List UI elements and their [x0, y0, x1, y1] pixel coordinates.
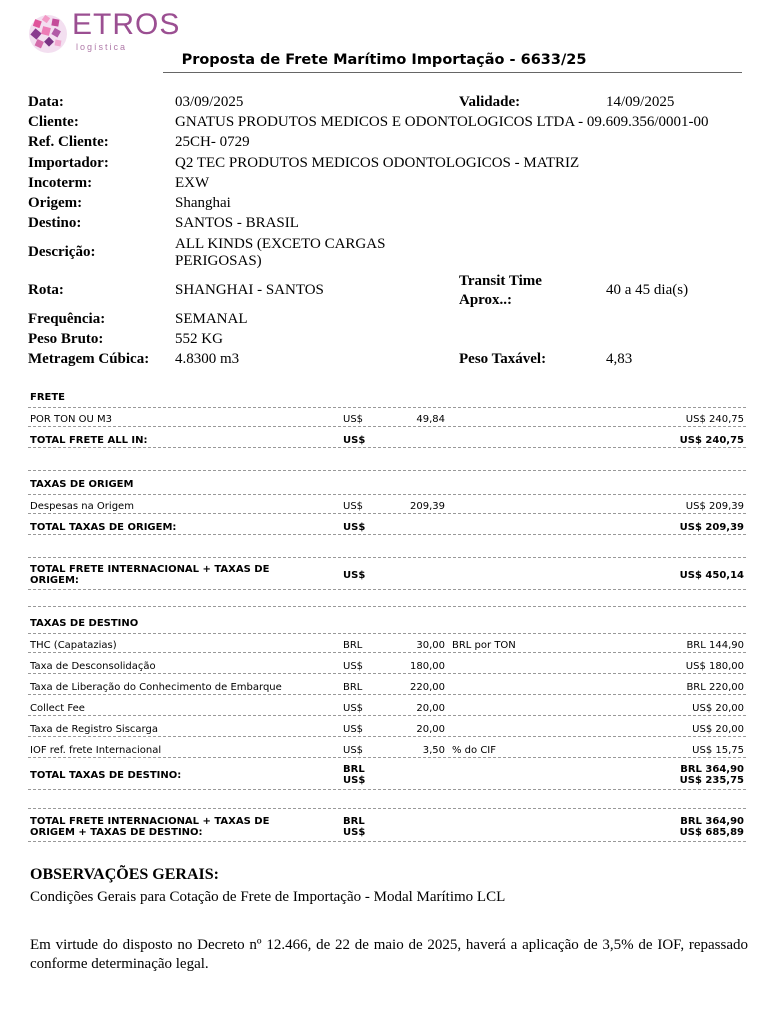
incoterm-label: Incoterm: — [28, 175, 93, 191]
intl-total-desc — [30, 564, 269, 586]
row-currency: US$ — [343, 724, 364, 735]
table-row — [28, 412, 746, 427]
obs-line-2: Em virtude do disposto no Decreto nº 12.466, de 22 de maio de 2025, haverá a aplicação de 3,5% de IOF, repassado conforme determinação legal. — [30, 937, 748, 972]
ref-value: 25CH- 0729 — [175, 134, 250, 150]
divider — [28, 789, 746, 790]
row-total: US$ 209,39 — [685, 501, 744, 512]
grand-total-value-1: BRL 364,90 — [680, 816, 744, 827]
peso-value: 552 KG — [175, 331, 223, 347]
destino-value: SANTOS - BRASIL — [175, 215, 299, 231]
importador-value: Q2 TEC PRODUTOS MEDICOS ODONTOLOGICOS - MATRIZ — [175, 155, 580, 171]
row-currency: BRL — [343, 640, 363, 651]
table-row — [28, 638, 746, 653]
total-row — [28, 520, 746, 535]
row-total: BRL 144,90 — [686, 640, 744, 651]
row-value: 20,00 — [416, 724, 445, 735]
row-currency: US$ — [343, 501, 364, 512]
row-desc: Taxa de Desconsolidação — [30, 661, 156, 672]
total-currency: US$ — [343, 522, 366, 533]
transit-label-1: Transit Time — [459, 273, 542, 289]
table-row — [28, 499, 746, 514]
row-total: US$ 180,00 — [685, 661, 744, 672]
row-desc: Taxa de Registro Siscarga — [30, 724, 158, 735]
total-desc: TOTAL FRETE ALL IN: — [30, 435, 148, 446]
row-value: 220,00 — [410, 682, 445, 693]
intl-total-desc-1: TOTAL FRETE INTERNACIONAL + TAXAS DE — [30, 564, 270, 575]
grand-total-values — [680, 816, 744, 838]
row-desc: IOF ref. frete Internacional — [30, 745, 162, 756]
descricao-value-2: PERIGOSAS) — [175, 253, 262, 269]
row-currency: US$ — [343, 414, 364, 425]
metragem-label: Metragem Cúbica: — [28, 351, 150, 367]
divider — [28, 841, 746, 842]
row-desc: THC (Capatazias) — [30, 640, 117, 651]
metragem-value: 4.8300 m3 — [175, 351, 240, 367]
row-desc: Taxa de Liberação do Conhecimento de Embarque — [30, 682, 282, 693]
row-value: 209,39 — [410, 501, 445, 512]
row-value: 20,00 — [416, 703, 445, 714]
data-value: 03/09/2025 — [175, 94, 244, 110]
destino-heading: TAXAS DE DESTINO — [30, 618, 139, 629]
rota-label: Rota: — [28, 282, 64, 298]
intl-total-currency: US$ — [343, 570, 366, 581]
table-row — [28, 743, 746, 758]
table-row — [28, 659, 746, 674]
origem-heading: TAXAS DE ORIGEM — [30, 479, 134, 490]
row-total: BRL 220,00 — [686, 682, 744, 693]
validade-label: Validade: — [459, 94, 521, 110]
row-unit: BRL por TON — [452, 640, 516, 651]
cliente-value: GNATUS PRODUTOS MEDICOS E ODONTOLOGICOS LTDA - 09.609.356/0001-00 — [175, 114, 709, 130]
row-value: 49,84 — [416, 414, 445, 425]
destino-total-cur-2: US$ — [343, 775, 366, 786]
table-row — [28, 722, 746, 737]
cliente-label: Cliente: — [28, 114, 79, 130]
divider — [28, 494, 746, 495]
data-label: Data: — [28, 94, 64, 110]
obs-line-1: Condições Gerais para Cotação de Frete de Importação - Modal Marítimo LCL — [30, 889, 506, 905]
destino-total-value-2: US$ 235,75 — [679, 775, 744, 786]
total-value: US$ 209,39 — [679, 522, 744, 533]
row-currency: US$ — [343, 703, 364, 714]
frequencia-value: SEMANAL — [175, 311, 248, 327]
destino-total-desc: TOTAL TAXAS DE DESTINO: — [30, 770, 182, 781]
peso-label: Peso Bruto: — [28, 331, 104, 347]
row-total: US$ 240,75 — [685, 414, 744, 425]
brand-name: ETROS — [72, 8, 181, 41]
row-desc: Collect Fee — [30, 703, 85, 714]
obs-title: OBSERVAÇÕES GERAIS: — [30, 866, 219, 883]
ref-label: Ref. Cliente: — [28, 134, 109, 150]
destino-total-values — [680, 764, 744, 786]
destino-label: Destino: — [28, 215, 82, 231]
transit-value: 40 a 45 dia(s) — [606, 282, 689, 298]
frequencia-label: Frequência: — [28, 311, 106, 327]
row-value: 3,50 — [422, 745, 445, 756]
grand-total-desc — [30, 816, 269, 838]
divider — [28, 606, 746, 607]
importador-label: Importador: — [28, 155, 109, 171]
row-total: US$ 20,00 — [692, 703, 744, 714]
divider — [28, 407, 746, 408]
origem-label: Origem: — [28, 195, 83, 211]
descricao-value-1: ALL KINDS (EXCETO CARGAS — [175, 236, 386, 252]
divider — [28, 589, 746, 590]
intl-total-desc-2: ORIGEM: — [30, 575, 79, 586]
table-row — [28, 701, 746, 716]
row-currency: US$ — [343, 661, 364, 672]
total-value: US$ 240,75 — [679, 435, 744, 446]
transit-label-2: Aprox..: — [459, 292, 513, 308]
grand-total-cur-1: BRL — [343, 816, 365, 827]
table-row — [28, 680, 746, 695]
destino-total-value-1: BRL 364,90 — [680, 764, 744, 775]
divider — [28, 557, 746, 558]
divider — [28, 808, 746, 809]
row-desc: POR TON OU M3 — [30, 414, 113, 425]
total-desc: TOTAL TAXAS DE ORIGEM: — [30, 522, 177, 533]
row-unit: % do CIF — [452, 745, 497, 756]
total-row — [28, 433, 746, 448]
row-value: 30,00 — [416, 640, 445, 651]
row-total: US$ 20,00 — [692, 724, 744, 735]
grand-total-currency — [343, 816, 365, 838]
origem-value: Shanghai — [175, 195, 231, 211]
descricao-label: Descrição: — [28, 244, 96, 260]
destino-total-currency — [343, 764, 365, 786]
brand-sub: logística — [76, 42, 128, 52]
intl-total-value: US$ 450,14 — [679, 570, 744, 581]
divider — [28, 470, 746, 471]
grand-total-cur-2: US$ — [343, 827, 366, 838]
row-value: 180,00 — [410, 661, 445, 672]
validade-value: 14/09/2025 — [606, 94, 675, 110]
grand-total-desc-1: TOTAL FRETE INTERNACIONAL + TAXAS DE — [30, 816, 270, 827]
taxavel-label: Peso Taxável: — [459, 351, 547, 367]
taxavel-value: 4,83 — [606, 351, 633, 367]
row-total: US$ 15,75 — [692, 745, 744, 756]
rota-value: SHANGHAI - SANTOS — [175, 282, 324, 298]
title-divider — [163, 72, 742, 73]
row-currency: BRL — [343, 682, 363, 693]
total-currency: US$ — [343, 435, 366, 446]
destino-total-cur-1: BRL — [343, 764, 365, 775]
row-currency: US$ — [343, 745, 364, 756]
grand-total-value-2: US$ 685,89 — [679, 827, 744, 838]
grand-total-desc-2: ORIGEM + TAXAS DE DESTINO: — [30, 827, 203, 838]
divider — [28, 633, 746, 634]
incoterm-value: EXW — [175, 175, 210, 191]
page-title: Proposta de Frete Marítimo Importação - 6633/25 — [181, 52, 587, 68]
frete-heading: FRETE — [30, 392, 66, 403]
row-desc: Despesas na Origem — [30, 501, 134, 512]
